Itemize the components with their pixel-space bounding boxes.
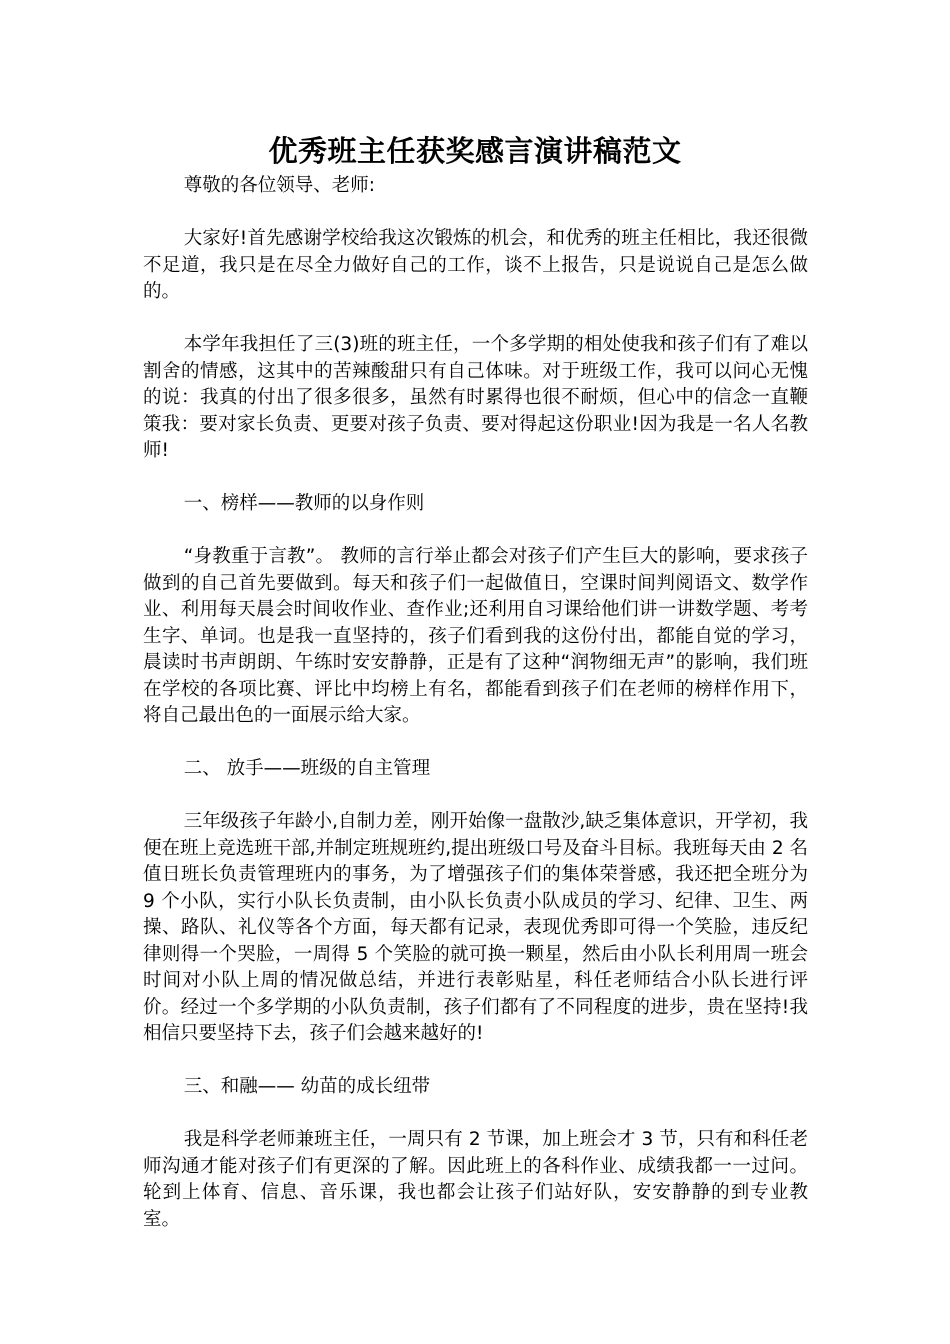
greeting: 尊敬的各位领导、老师: bbox=[183, 175, 375, 196]
paragraph-5: 我是科学老师兼班主任，一周只有 2 节课，加上班会才 3 节，只有和科任老师沟通才能对孩子们有更深的了解。因此班上的各科作业、成绩我都一一过问。轮到上体育、信息、音乐课，我也都会让孩子们站好队，安安静静的到专业教室。 bbox=[143, 1129, 808, 1230]
spacer bbox=[143, 1101, 808, 1128]
document-body bbox=[143, 173, 808, 1233]
paragraph-1: 大家好!首先感谢学校给我这次锻炼的机会，和优秀的班主任相比，我还很微不足道，我只是在尽全力做好自己的工作，谈不上报告，只是说说自己是怎么做的。 bbox=[143, 228, 808, 302]
spacer bbox=[143, 1048, 808, 1075]
spacer bbox=[143, 518, 808, 545]
spacer bbox=[143, 783, 808, 810]
spacer bbox=[143, 306, 808, 333]
spacer bbox=[143, 465, 808, 492]
spacer bbox=[143, 730, 808, 757]
section-heading-3: 三、和融—— 幼苗的成长纽带 bbox=[183, 1076, 431, 1097]
paragraph-2: 本学年我担任了三(3)班的班主任，一个多学期的相处使我和孩子们有了难以割舍的情感，这其中的苦辣酸甜只有自己体味。对于班级工作，我可以问心无愧的说：我真的付出了很多很多，虽然有时累得也很不耐烦，但心中的信念一直鞭策我：要对家长负责、更要对孩子负责、要对得起这份职业!因为我是一名人名教师! bbox=[143, 334, 808, 461]
section-heading-1: 一、榜样——教师的以身作则 bbox=[183, 493, 425, 514]
section-heading-2: 二、 放手——班级的自主管理 bbox=[183, 758, 431, 779]
paragraph-3: “身教重于言教”。 教师的言行举止都会对孩子们产生巨大的影响，要求孩子做到的自己首先要做到。每天和孩子们一起做值日，空课时间判阅语文、数学作业、利用每天晨会时间收作业、查作业;还利用自习课给他们讲一讲数学题、考考生字、单词。也是我一直坚持的，孩子们看到我的这份付出，都能自觉的学习，晨读时书声朗朗、午练时安安静静，正是有了这种“润物细无声”的影响，我们班在学校的各项比赛、评比中均榜上有名，都能看到孩子们在老师的榜样作用下，将自己最出色的一面展示给大家。 bbox=[143, 546, 808, 726]
spacer bbox=[143, 200, 808, 227]
document-title: 优秀班主任获奖感言演讲稿范文 bbox=[268, 134, 682, 168]
paragraph-4: 三年级孩子年龄小,自制力差，刚开始像一盘散沙,缺乏集体意识，开学初，我便在班上竞选班干部,并制定班规班约,提出班级口号及奋斗目标。我班每天由 2 名值日班长负责管理班内的事务，为了增强孩子们的集体荣誉感，我还把全班分为 9 个小队，实行小队长负责制，由小队长负责小队成员的学习、纪律、卫生、两操、路队、礼仪等各个方面，每天都有记录，表现优秀即可得一个笑脸，违反纪律则得一个哭脸，一周得 5 个笑脸的就可换一颗星，然后由小队长利用周一班会时间对小队上周的情况做总结，并进行表彰贴星，科任老师结合小队长进行评价。经过一个多学期的小队负责制，孩子们都有了不同程度的进步，贵在坚持!我相信只要坚持下去，孩子们会越来越好的! bbox=[143, 811, 808, 1044]
